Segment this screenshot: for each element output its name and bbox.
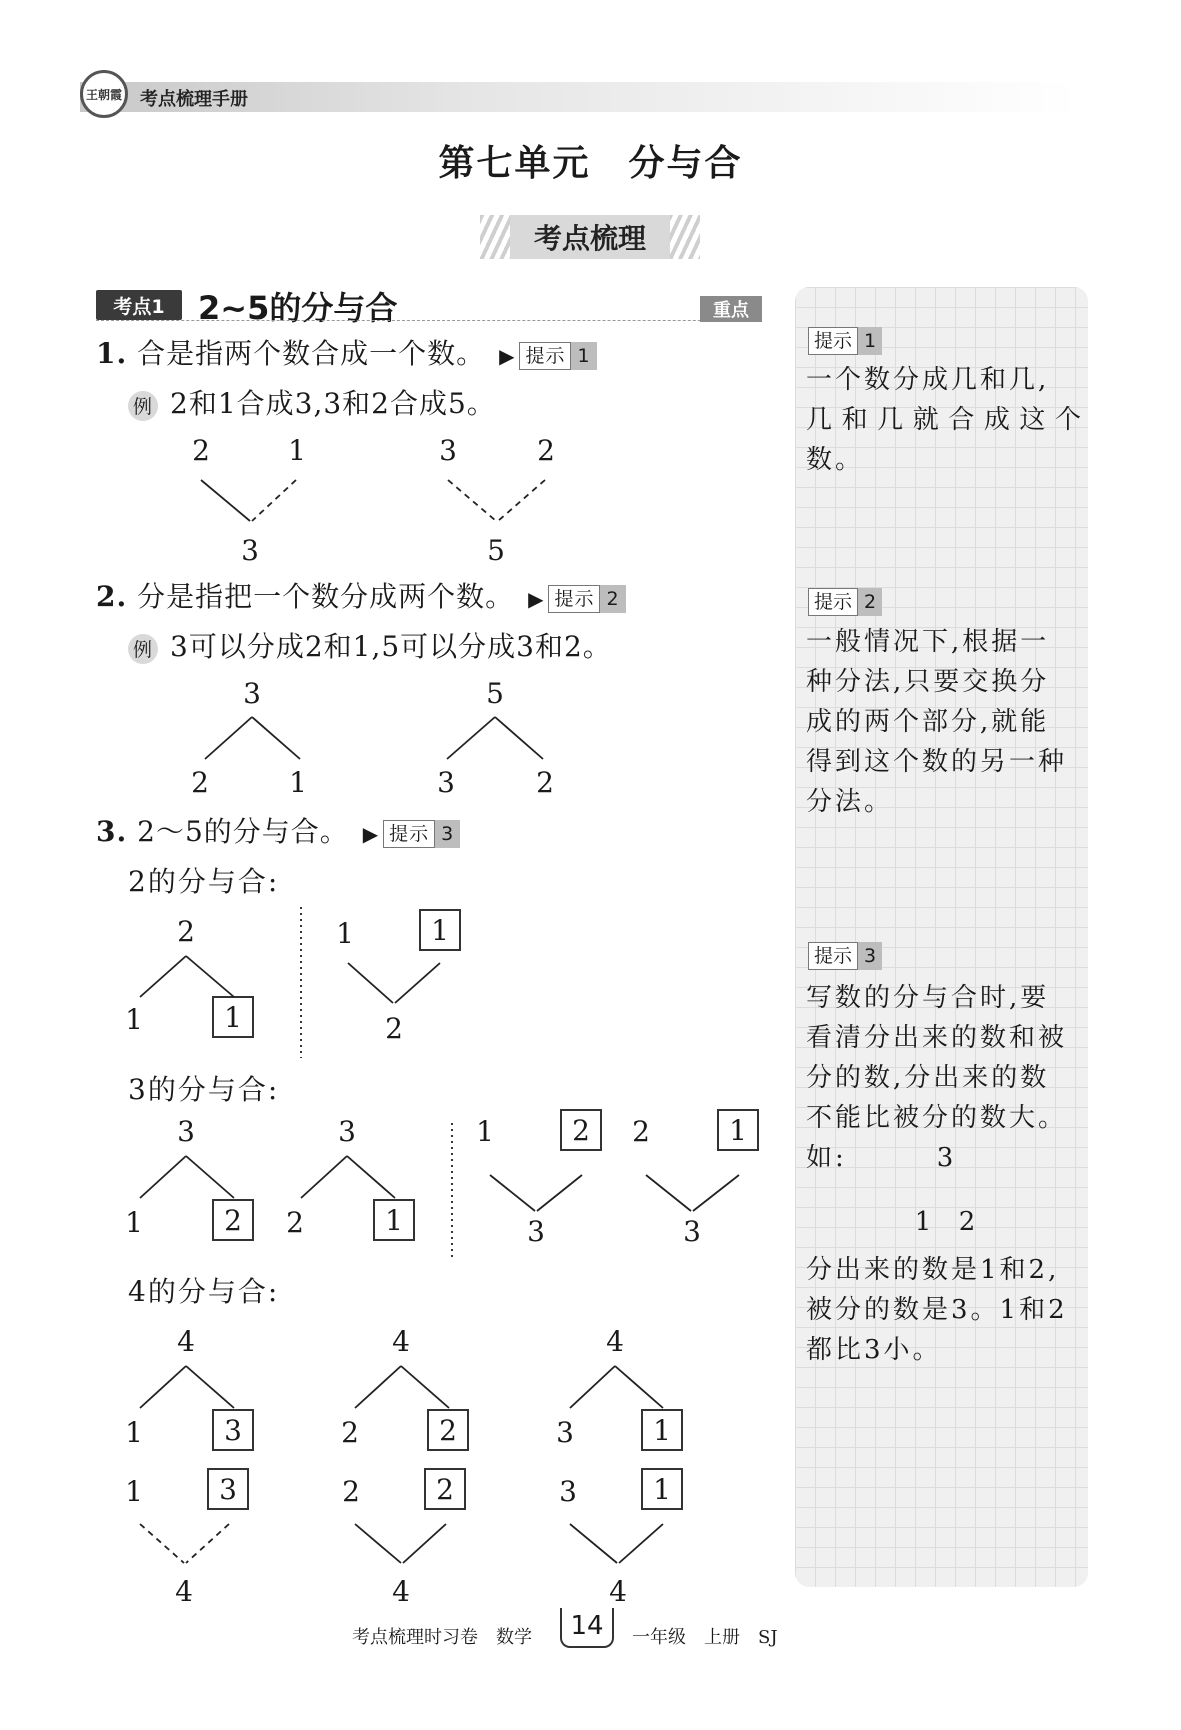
connector-line xyxy=(403,1524,446,1563)
hint-number: 2 xyxy=(600,585,625,613)
footer-right: 一年级 上册 SJ xyxy=(632,1627,778,1648)
merge-left-num: 3 xyxy=(439,434,457,467)
answer-box[interactable] xyxy=(427,1409,469,1451)
tip-label-text: 提示 xyxy=(808,942,858,970)
connector-line xyxy=(570,1524,617,1563)
tip-line: 分出来的数是1和2, xyxy=(806,1255,1060,1285)
tip-line: 都比3小。 xyxy=(806,1335,942,1365)
connector-line xyxy=(186,1366,234,1408)
answer-value: 2 xyxy=(439,1413,457,1447)
connector-line xyxy=(252,480,296,521)
tip-label-text: 提示 xyxy=(808,588,858,616)
connector-line xyxy=(570,1366,615,1408)
example-2 xyxy=(128,625,612,665)
tip-label-3 xyxy=(808,942,882,970)
logo-text: 王朝霞 xyxy=(85,87,122,102)
hint-label: 提示 xyxy=(519,342,571,370)
answer-value: 1 xyxy=(431,913,449,947)
item-1 xyxy=(96,332,597,372)
tip-label-2 xyxy=(808,588,882,616)
example-icon: 例 xyxy=(128,634,158,664)
connector-line xyxy=(140,1156,186,1198)
play-arrow-icon: ▶ xyxy=(362,821,380,846)
item-text: 分是指把一个数分成两个数。 xyxy=(137,580,515,613)
kaodian-title: 2~5的分与合 xyxy=(198,289,398,327)
connector-line xyxy=(186,1524,229,1563)
hint-ref-2[interactable] xyxy=(528,585,626,613)
split-left-num: 1 xyxy=(125,1206,143,1239)
merge-left-num: 1 xyxy=(476,1115,494,1148)
connector-line xyxy=(395,963,440,1003)
connector-line xyxy=(348,963,393,1003)
two-heading: 2的分与合: xyxy=(128,865,280,898)
kaodian-badge: 考点1 xyxy=(96,290,182,320)
answer-value: 1 xyxy=(224,1000,242,1034)
hint-label: 提示 xyxy=(383,820,435,848)
section-banner: 考点梳理 xyxy=(510,215,670,259)
connector-line xyxy=(615,1366,663,1408)
hint-sidebar xyxy=(795,287,1088,1587)
tip-text-3-after xyxy=(806,1250,1084,1370)
tip-example-right: 2 xyxy=(958,1207,976,1237)
split-left-num: 3 xyxy=(556,1416,574,1449)
connector-line xyxy=(301,1156,347,1198)
answer-value: 1 xyxy=(653,1472,671,1506)
publisher-logo xyxy=(80,70,128,118)
play-arrow-icon: ▶ xyxy=(528,586,545,611)
answer-value: 2 xyxy=(572,1113,590,1147)
merge-left-num: 3 xyxy=(559,1475,577,1508)
split-total-num: 3 xyxy=(338,1115,356,1148)
answer-value: 1 xyxy=(385,1203,403,1237)
connector-line xyxy=(140,956,186,997)
hint-number: 1 xyxy=(571,342,596,370)
tip-line: 成的两个部分,就能 xyxy=(806,707,1050,737)
answer-value: 1 xyxy=(729,1113,747,1147)
footer-left: 考点梳理时习卷 数学 xyxy=(352,1627,532,1648)
split-left-num: 2 xyxy=(191,766,209,799)
tip-line: 得到这个数的另一种 xyxy=(806,747,1068,777)
kaodian-divider xyxy=(96,320,761,321)
tip-line: 种分法,只要交换分 xyxy=(806,667,1050,697)
connector-line xyxy=(186,1156,234,1198)
tip-text-1 xyxy=(806,360,1084,480)
split-total-num: 4 xyxy=(606,1325,624,1358)
answer-box[interactable] xyxy=(641,1468,683,1510)
split-total-num: 4 xyxy=(177,1325,195,1358)
merge-total-num: 3 xyxy=(241,534,259,567)
example-text: 2和1合成3,3和2合成5。 xyxy=(170,387,496,420)
tip-example-left: 1 xyxy=(914,1207,932,1237)
merge-total-num: 5 xyxy=(487,534,505,567)
example-text: 3可以分成2和1,5可以分成3和2。 xyxy=(170,630,612,663)
merge-left-num: 1 xyxy=(125,1475,143,1508)
answer-box[interactable] xyxy=(212,1199,254,1241)
tip-label-number: 3 xyxy=(858,942,882,970)
merge-total-num: 4 xyxy=(175,1575,193,1608)
connector-line xyxy=(401,1366,449,1408)
merge-left-num: 1 xyxy=(336,917,354,950)
tip-example-prefix: 如: xyxy=(806,1143,847,1173)
item-text: 2～5的分与合。 xyxy=(137,815,349,848)
merge-total-num: 2 xyxy=(385,1012,403,1045)
tip-line: 分的数,分出来的数 xyxy=(806,1063,1050,1093)
merge-left-num: 2 xyxy=(342,1475,360,1508)
answer-box[interactable] xyxy=(424,1468,466,1510)
hint-label: 提示 xyxy=(548,585,600,613)
tip-label-text: 提示 xyxy=(808,327,858,355)
answer-value: 1 xyxy=(653,1413,671,1447)
item-text: 合是指两个数合成一个数。 xyxy=(137,337,486,370)
merge-total-num: 3 xyxy=(527,1215,545,1248)
split-left-num: 1 xyxy=(125,1416,143,1449)
key-point-badge: 重点 xyxy=(700,296,762,322)
tip-line: 几和几就合成这个数。 xyxy=(806,405,1084,475)
four-heading: 4的分与合: xyxy=(128,1275,280,1308)
connector-line xyxy=(693,1175,739,1211)
connector-line xyxy=(355,1366,401,1408)
merge-right-num: 2 xyxy=(537,434,555,467)
merge-left-num: 2 xyxy=(192,434,210,467)
connector-line xyxy=(347,1156,395,1198)
merge-total-num: 4 xyxy=(392,1575,410,1608)
connector-line xyxy=(448,480,496,521)
tip-line: 一般情况下,根据一 xyxy=(806,627,1050,657)
merge-total-num: 4 xyxy=(609,1575,627,1608)
example-1 xyxy=(128,382,496,422)
connector-line xyxy=(495,717,543,759)
answer-box[interactable] xyxy=(560,1109,602,1151)
answer-box[interactable] xyxy=(717,1109,759,1151)
connector-line xyxy=(619,1524,663,1563)
three-heading: 3的分与合: xyxy=(128,1073,280,1106)
connector-line xyxy=(140,1366,186,1408)
answer-value: 2 xyxy=(224,1203,242,1237)
tip-label-1 xyxy=(808,327,882,355)
split-total-num: 4 xyxy=(392,1325,410,1358)
connector-line xyxy=(186,956,234,997)
item-number: 2. xyxy=(96,580,128,613)
tip-line: 不能比被分的数大。 xyxy=(806,1103,1068,1133)
answer-value: 3 xyxy=(224,1413,242,1447)
split-left-num: 3 xyxy=(437,766,455,799)
answer-box[interactable] xyxy=(212,996,254,1038)
item-2 xyxy=(96,575,626,615)
connector-line xyxy=(646,1175,691,1211)
tip-line: 被分的数是3。1和2 xyxy=(806,1295,1068,1325)
split-left-num: 2 xyxy=(341,1416,359,1449)
hint-ref-1[interactable] xyxy=(499,342,597,370)
page-number: 14 xyxy=(560,1608,614,1648)
hint-number: 3 xyxy=(435,820,460,848)
tip-line: 分法。 xyxy=(806,787,894,817)
merge-right-num: 1 xyxy=(288,434,306,467)
play-arrow-icon: ▶ xyxy=(499,343,516,368)
item-number: 3. xyxy=(96,815,128,848)
tip-label-number: 2 xyxy=(858,588,882,616)
answer-value: 3 xyxy=(219,1472,237,1506)
answer-box[interactable] xyxy=(373,1199,415,1241)
item-number: 1. xyxy=(96,337,128,370)
connector-line xyxy=(355,1524,401,1563)
hint-ref-3[interactable] xyxy=(363,820,461,848)
tip-example-total: 3 xyxy=(936,1143,954,1173)
merge-left-num: 2 xyxy=(632,1115,650,1148)
merge-total-num: 3 xyxy=(683,1215,701,1248)
answer-box[interactable] xyxy=(212,1409,254,1451)
tip-text-2 xyxy=(806,622,1084,822)
answer-box[interactable] xyxy=(641,1409,683,1451)
tip-line: 一个数分成几和几, xyxy=(806,365,1050,395)
split-right-num: 2 xyxy=(536,766,554,799)
tip-label-number: 1 xyxy=(858,327,882,355)
unit-title: 第七单元 分与合 xyxy=(438,142,743,184)
split-total-num: 3 xyxy=(177,1115,195,1148)
answer-box[interactable] xyxy=(419,909,461,951)
header-title: 考点梳理手册 xyxy=(140,89,248,110)
connector-line xyxy=(537,1175,582,1211)
connector-line xyxy=(140,1524,184,1563)
tip-line: 写数的分与合时,要 xyxy=(806,983,1050,1013)
split-left-num: 2 xyxy=(286,1206,304,1239)
tip-line: 看清分出来的数和被 xyxy=(806,1023,1068,1053)
split-total-num: 5 xyxy=(486,677,504,710)
split-left-num: 1 xyxy=(125,1003,143,1036)
item-3 xyxy=(96,810,460,850)
connector-line xyxy=(252,717,300,759)
split-right-num: 1 xyxy=(289,766,307,799)
connector-line xyxy=(447,717,495,759)
connector-line xyxy=(498,480,545,521)
answer-box[interactable] xyxy=(207,1468,249,1510)
connector-line xyxy=(490,1175,535,1211)
connector-line xyxy=(201,480,250,521)
example-icon: 例 xyxy=(128,391,158,421)
connector-line xyxy=(205,717,252,759)
answer-value: 2 xyxy=(436,1472,454,1506)
split-total-num: 2 xyxy=(177,915,195,948)
split-total-num: 3 xyxy=(243,677,261,710)
